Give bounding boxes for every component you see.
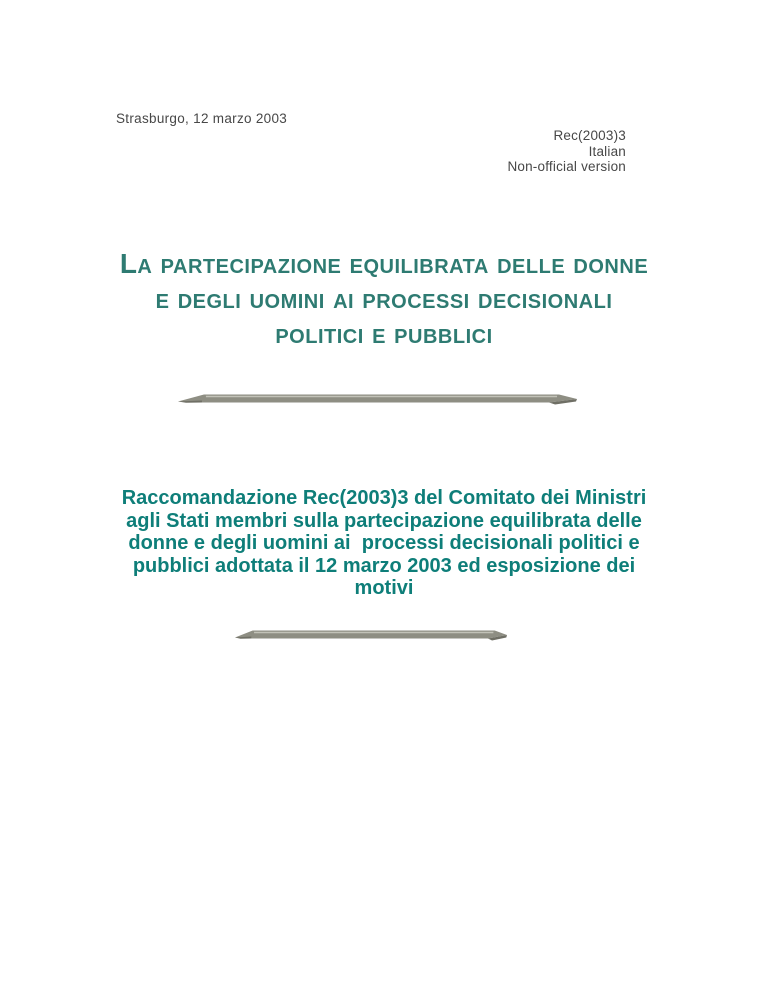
doc-ref-code: Rec(2003)3	[553, 128, 626, 143]
document-title	[0, 246, 768, 351]
subtitle	[0, 487, 768, 600]
decorative-divider-top	[178, 392, 577, 405]
decorative-divider-bottom	[235, 628, 507, 641]
doc-ref-version-note: Non-official version	[507, 159, 626, 174]
subtitle-line: Raccomandazione Rec(2003)3 del Comitato dei Ministri	[121, 487, 647, 509]
title-line: La partecipazione equilibrata delle donne	[119, 248, 649, 279]
title-line: e degli uomini ai processi decisionali	[155, 283, 613, 314]
document-reference	[507, 128, 626, 175]
subtitle-line: agli Stati membri sulla partecipazione equilibrata delle	[126, 509, 642, 532]
title-line: politici e pubblici	[275, 318, 493, 349]
subtitle-line: donne e degli uomini ai processi decisionali politici e	[128, 532, 640, 554]
doc-ref-language: Italian	[588, 143, 626, 159]
dateline: Strasburgo, 12 marzo 2003	[116, 111, 288, 126]
subtitle-line: pubblici adottata il 12 marzo 2003 ed esposizione dei	[132, 554, 636, 577]
subtitle-line: motivi	[354, 577, 414, 599]
